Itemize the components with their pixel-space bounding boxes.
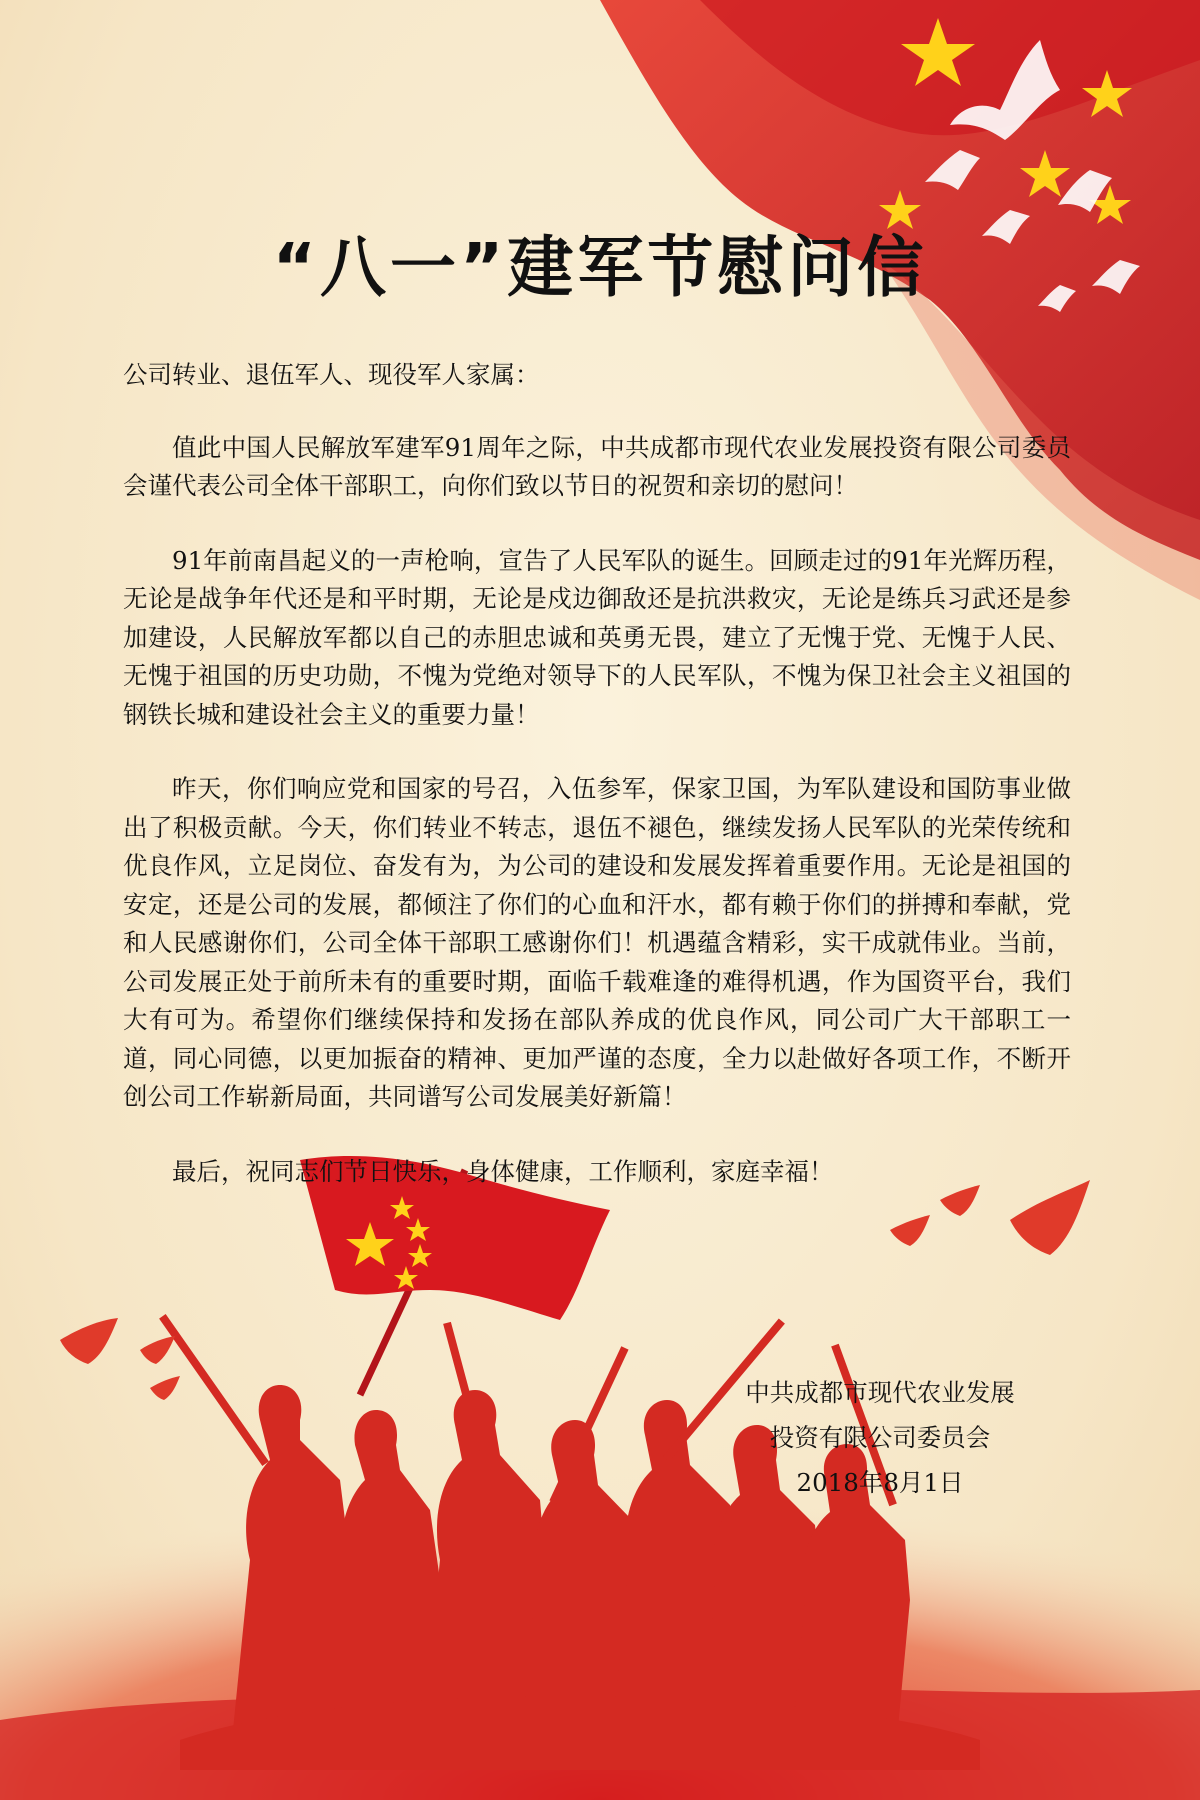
paragraph-closing-wishes: 最后，祝同志们节日快乐，身体健康，工作顺利，家庭幸福！: [172, 1156, 834, 1186]
signature-org-line1: 中共成都市现代农业发展: [745, 1378, 1015, 1407]
paragraph-greeting: 值此中国人民解放军建军91周年之际，中共成都市现代农业发展投资有限公司委员会谨代表公司全体干部职工，向你们致以节日的祝贺和亲切的慰问！: [123, 432, 1071, 500]
letter-body: [123, 356, 1071, 1227]
paragraph-history: 91年前南昌起义的一声枪响，宣告了人民军队的诞生。回顾走过的91年光辉历程，无论是战争年代还是和平时期，无论是戍边御敌还是抗洪救灾，无论是练兵习武还是参加建设，人民解放军都以自己的赤胆忠诚和英勇无畏，建立了无愧于党、无愧于人民、无愧于祖国的历史功勋，不愧为党绝对领导下的人民军队，不愧为保卫社会主义祖国的钢铁长城和建设社会主义的重要力量！: [123, 545, 1071, 729]
salutation: 公司转业、退伍军人、现役军人家属：: [123, 360, 540, 389]
signature-org-line2: 投资有限公司委员会: [769, 1423, 991, 1452]
signature-date: 2018年8月1日: [796, 1468, 964, 1497]
page-title: “八一”建军节慰问信: [272, 229, 928, 306]
signature-block: [700, 1370, 1060, 1505]
paragraph-gratitude: 昨天，你们响应党和国家的号召，入伍参军，保家卫国，为军队建设和国防事业做出了积极贡献。今天，你们转业不转志，退伍不褪色，继续发扬人民军队的光荣传统和优良作风，立足岗位、奋发有为，为公司的建设和发展发挥着重要作用。无论是祖国的安定，还是公司的发展，都倾注了你们的心血和汗水，都有赖于你们的拼搏和奉献，党和人民感谢你们，公司全体干部职工感谢你们！机遇蕴含精彩，实干成就伟业。当前，公司发展正处于前所未有的重要时期，面临千载难逢的难得机遇，作为国资平台，我们大有可为。希望你们继续保持和发扬在部队养成的优良作风，同公司广大干部职工一道，同心同德，以更加振奋的精神、更加严谨的态度，全力以赴做好各项工作，不断开创公司工作崭新局面，共同谱写公司发展美好新篇！: [123, 774, 1071, 1111]
